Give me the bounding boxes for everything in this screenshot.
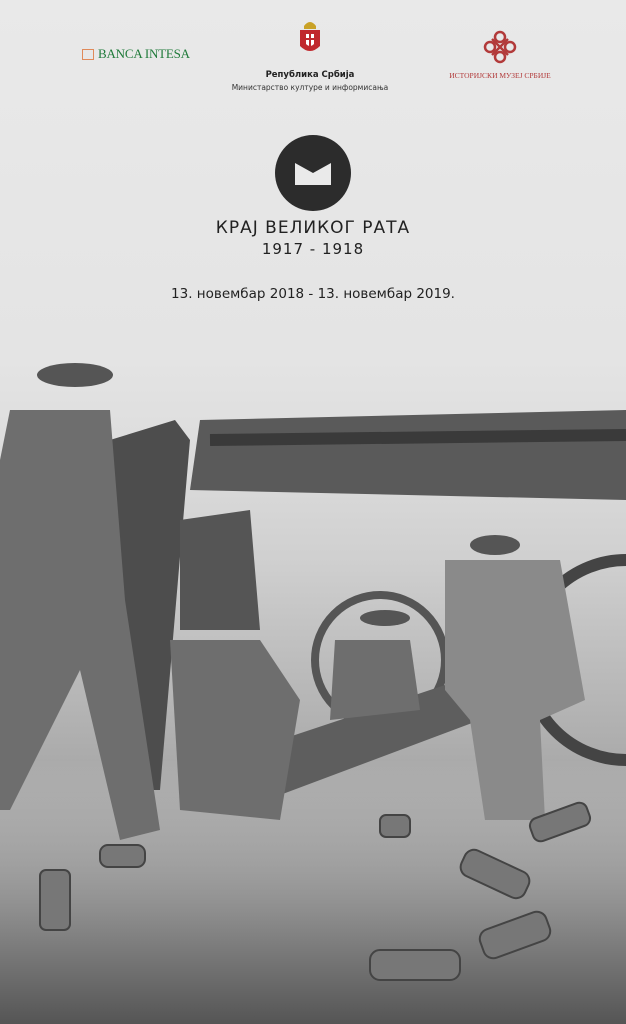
banca-intesa-logo: [82, 46, 190, 62]
bank-mark-icon: [82, 49, 94, 60]
exhibition-years: 1917 - 1918: [261, 240, 365, 258]
serbian-coat-of-arms-icon: [299, 18, 321, 56]
bank-name: BANCA INTESA: [98, 46, 190, 61]
exhibition-logo: [275, 135, 351, 211]
exhibition-title: КРАЈ ВЕЛИКОГ РАТА: [215, 218, 411, 238]
museum-ornament-icon: [483, 30, 517, 64]
government-logo: [220, 18, 400, 92]
historical-photo-artillery-crew: [0, 340, 626, 1024]
museum-name: ИСТОРИЈСКИ МУЗЕЈ СРБИЈЕ: [449, 71, 551, 80]
government-title: Република Србија: [265, 70, 355, 80]
museum-logo: [440, 30, 560, 80]
exhibition-dates: 13. новембар 2018 - 13. новембар 2019.: [171, 286, 455, 302]
ministry-name: Министарство културе и информисања: [231, 83, 389, 92]
envelope-icon: [275, 135, 351, 211]
